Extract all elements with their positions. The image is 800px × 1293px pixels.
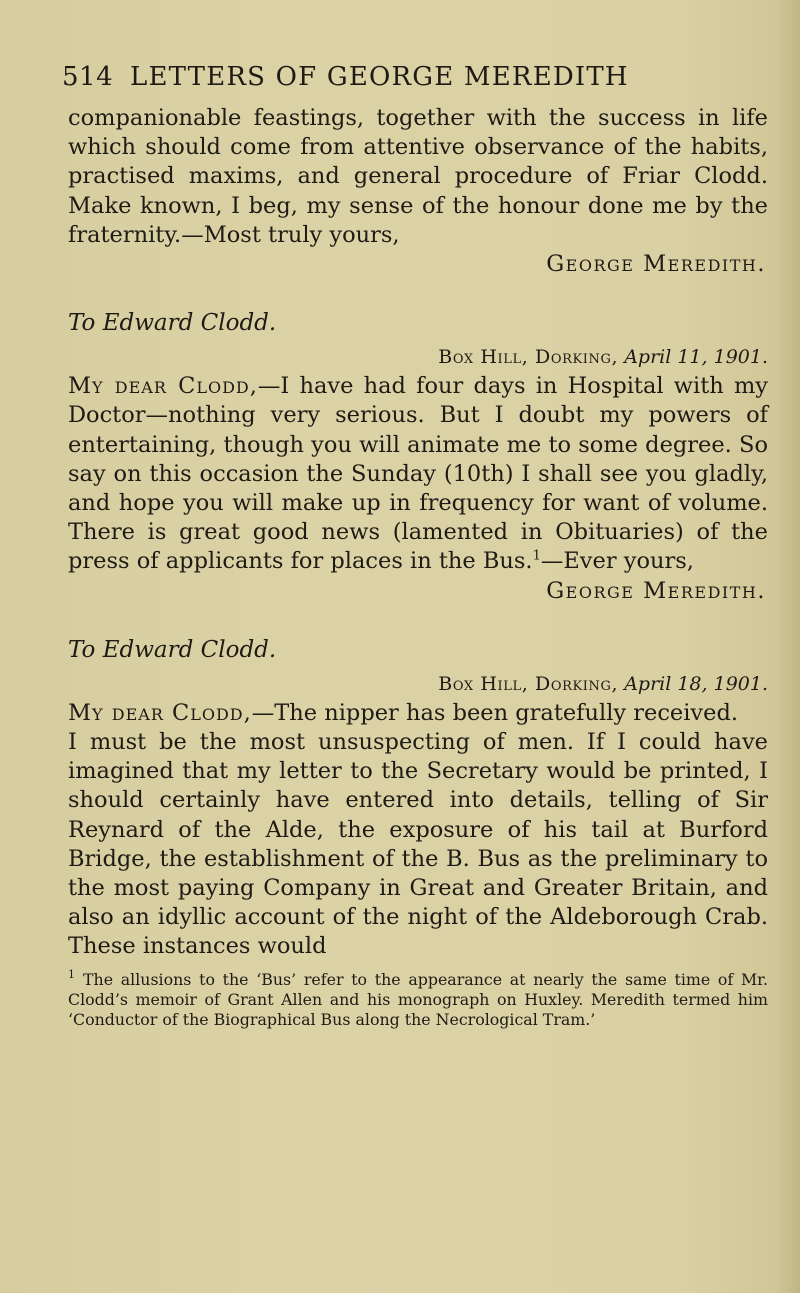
letter2-dateline [68,671,768,697]
letter1-addressee: To Edward Clodd. [68,310,277,337]
letter1-dateline [68,344,768,370]
letter2-body-first [68,699,768,728]
continuation-signature: George Meredith. [546,251,766,278]
footnote-reference-mark: 1 [532,548,541,564]
footnote [68,970,768,1030]
letter1-body [68,372,768,576]
letter2-addressee: To Edward Clodd. [68,636,277,663]
page-content [62,62,769,1030]
running-head-title: LETTERS OF GEORGE MEREDITH [130,62,629,92]
letter1-signature: George Meredith. [546,577,766,604]
letter1-date: April 11, 1901. [624,346,768,369]
letter2-salutation: My dear Clodd, [68,699,252,726]
footnote-number: 1 [68,968,75,982]
running-head [62,62,768,92]
letter1-text: —I have had four days in Hospital with my Doctor—nothing very serious. But I doubt my powers of entertaining, though you will animate me to some degree. So say on this occasion the Sunday (10th) I shall see you gladly, and hope you will make up in frequency for want of volume. There is great good news (lamented in Obituaries) of the press of applicants for places in the Bus. [68,373,769,575]
page-number: 514 [62,62,114,92]
letter2-date: April 18, 1901. [624,672,768,695]
letter1-place: Box Hill, Dorking, [438,346,619,369]
footnote-text: The allusions to the ‘Bus’ refer to the appearance at nearly the same time of Mr. Clodd’s memoir of Grant Allen and his monograph on Huxley. Meredith termed him ‘Conductor of the Biographical Bus along the Necrological Tram.’ [68,969,768,1029]
letter2-body-second: I must be the most unsuspecting of men. If I could have imagined that my letter to the Secretary would be printed, I should certainly have entered into details, telling of Sir Reynard of the Alde, the exposure of his tail at Burford Bridge, the establishment of the B. Bus as the preliminary to the most paying Company in Great and Greater Britain, and also an idyllic account of the night of the Aldeborough Crab. These instances would [68,729,768,960]
letter2-text-first: —The nipper has been gratefully received. [251,699,739,726]
letter1-closing: —Ever yours, [540,548,694,575]
letter1-salutation: My dear Clodd, [68,373,258,400]
continuation-paragraph: companionable feastings, together with the success in life which should come from attentive observance of the habits, practised maxims, and general procedure of Friar Clodd. Make known, I beg, my sense of the honour done me by the fraternity.—Most truly yours, [68,105,768,248]
page-edge-shadow [776,0,800,1293]
letter2-place: Box Hill, Dorking, [438,672,619,695]
